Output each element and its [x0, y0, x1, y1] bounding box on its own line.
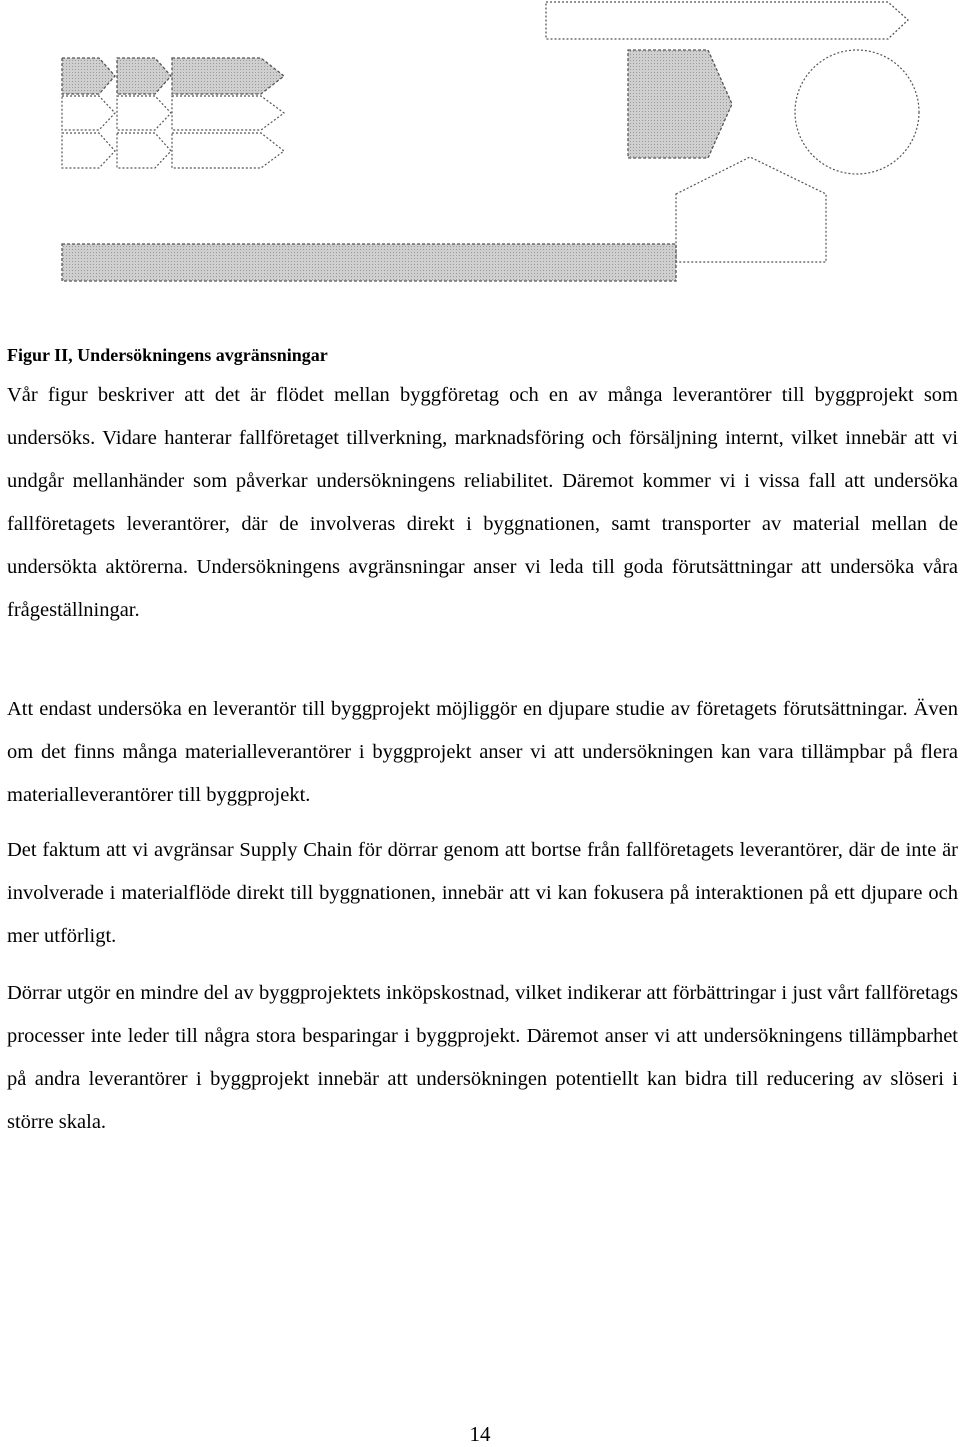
- bottom-bar-filled: [62, 244, 676, 281]
- body-paragraph-2: Att endast undersöka en leverantör till byggprojekt möjliggör en djupare studie av företagets förutsättningar. Även om det finns många materialleverantörer i byggprojekt anser vi att undersökningen kan vara tillämpbar på flera materialleverantörer till byggprojekt.: [7, 698, 958, 806]
- body-paragraph-1: Vår figur beskriver att det är flödet mellan byggföretag och en av många leverantörer till byggprojekt som undersöks. Vidare hanterar fallföretaget tillverkning, marknadsföring och försäljning internt, vilket innebär att vi undgår mellanhänder som påverkar undersökningens reliabilitet. Däremot kommer vi i vissa fall att undersöka fallföretagets leverantörer, där de involveras direkt i byggnationen, samt transporter av material mellan de undersökta aktörerna. Undersökningens avgränsningar anser vi leda till goda förutsättningar att undersöka våra frågeställningar.: [7, 384, 958, 621]
- chevron-outline-r2-1: [62, 96, 115, 130]
- body-paragraph-4: Dörrar utgör en mindre del av byggprojektets inköpskostnad, vilket indikerar att förbättringar i just vårt fallföretags processer inte leder till några stora besparingar i byggprojekt. Däremot anser vi att undersökningens tillämpbarhet på andra leverantörer i byggprojekt innebär att undersökningen potentiellt kan bidra till reducering av slöseri i större skala.: [7, 982, 958, 1133]
- ellipse-outline: [795, 50, 919, 174]
- page-number: 14: [469, 1422, 491, 1446]
- chevron-filled-2: [117, 58, 171, 94]
- chevron-outline-r2-2: [117, 96, 171, 130]
- chevron-filled-3: [172, 58, 284, 94]
- chevron-outline-r3-2: [117, 133, 171, 168]
- chevron-outline-r3-1: [62, 133, 115, 168]
- chevron-outline-r2-3: [172, 96, 284, 130]
- chevron-outline-r3-3: [172, 133, 284, 168]
- supply-chain-figure: [0, 0, 960, 300]
- chevron-filled-1: [62, 58, 115, 94]
- large-filled-arrow: [628, 50, 732, 158]
- body-paragraph-3: Det faktum att vi avgränsar Supply Chain för dörrar genom att bortse från fallföretagets leverantörer, där de inte är involverade i materialflöde direkt till byggnationen, innebär att vi kan fokusera på interaktionen på ett djupare och mer utförligt.: [7, 839, 958, 947]
- pentagon-outline: [676, 157, 826, 262]
- figure-caption: Figur II, Undersökningens avgränsningar: [7, 345, 328, 365]
- top-arrow-outline: [546, 2, 908, 39]
